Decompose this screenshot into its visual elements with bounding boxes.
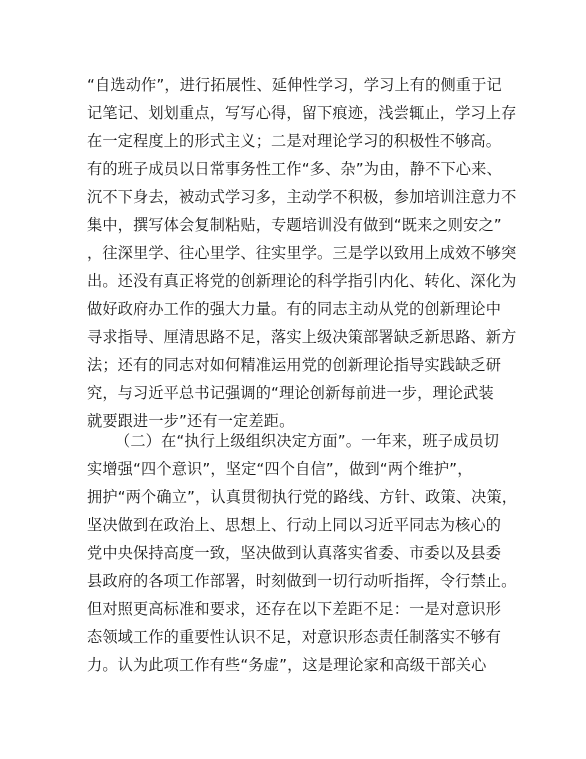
text-line: 实增强“四个意识”，坚定“四个自信”，做到“两个维护”， [87,460,473,478]
paragraph-2 [87,427,518,679]
text-line: 寻求指导、厘清思路不足，落实上级决策部署缺乏新思路、新方 [87,328,517,346]
text-line: （二）在“执行上级组织决定方面”。一年来，班子成员切 [115,432,500,450]
text-line: 在一定程度上的形式主义；二是对理论学习的积极性不够高。 [87,132,502,150]
text-line: 沉不下身去，被动式学习多，主动学不积极，参加培训注意力不 [87,188,517,206]
text-line: 出。还没有真正将党的创新理论的科学指引内化、转化、深化为 [87,272,517,290]
text-line: 集中，撰写体会复制粘贴，专题培训没有做到“既来之则安之” [87,216,502,234]
text-line: 党中央保持高度一致，坚决做到认真落实省委、市委以及县委 [87,544,502,562]
text-line: “自选动作”，进行拓展性、延伸性学习，学习上有的侧重于记 [87,76,502,94]
text-line: 坚决做到在政治上、思想上、行动上同以习近平同志为核心的 [87,516,502,534]
text-line: 拥护“两个确立”，认真贯彻执行党的路线、方针、政策、决策， [87,488,518,506]
text-line: 记笔记、划划重点，写写心得，留下痕迹，浅尝辄止，学习上存 [87,104,517,122]
text-line: 做好政府办工作的强大力量。有的同志主动从党的创新理论中 [87,300,502,318]
text-line: ，往深里学、往心里学、往实里学。三是学以致用上成效不够突 [87,244,517,262]
text-line: 法；还有的同志对如何精准运用党的创新理论指导实践缺乏研 [87,356,502,374]
text-line: 但对照更高标准和要求，还存在以下差距不足：一是对意识形 [87,600,502,618]
text-line: 态领域工作的重要性认识不足，对意识形态责任制落实不够有 [87,628,502,646]
text-line: 就要跟进一步”还有一定差距。 [87,412,295,430]
text-line: 县政府的各项工作部署，时刻做到一切行动听指挥，令行禁止。 [87,572,517,590]
text-line: 究，与习近平总书记强调的“理论创新每前进一步，理论武装 [87,384,494,402]
text-line: 有的班子成员以日常事务性工作“多、杂”为由，静不下心来、 [87,160,502,178]
text-line: 力。认为此项工作有些“务虚”，这是理论家和高级干部关心 [87,656,487,674]
paragraph-1 [87,71,517,435]
